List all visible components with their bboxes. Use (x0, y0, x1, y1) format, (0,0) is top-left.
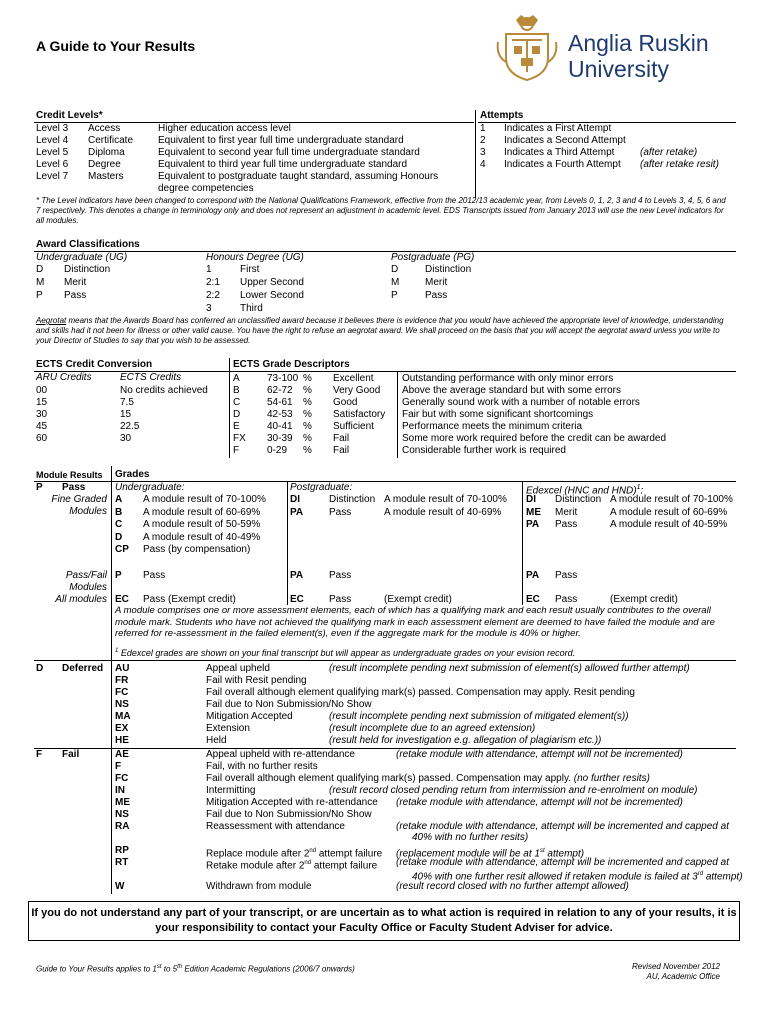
deferred-grade-note: (result held for investigation e.g. allegation of plagiarism etc.)) (329, 735, 602, 746)
ects-grade: FX (233, 433, 246, 444)
fail-grade-note-cont: 40% with no further resits) (412, 832, 529, 843)
fail-grade-note: (retake module with attendance, attempt will not be incremented) (396, 797, 683, 808)
grade-label: Pass (Exempt credit) (143, 594, 236, 605)
deferred-code: D (36, 663, 44, 674)
deferred-grade-code: EX (115, 723, 129, 734)
award-label: Upper Second (240, 277, 304, 288)
fail-grade-note: (replacement module will be at 1st attempt) (396, 848, 585, 860)
award-code: D (391, 264, 399, 275)
footer-revised: Revised November 2012 (631, 962, 720, 971)
fail-grade-code: IN (115, 785, 125, 796)
credit-level: Level 3 (36, 123, 69, 134)
grade-desc: A module result of 70-100% (610, 494, 733, 505)
ects-range: 73-100 (267, 373, 299, 384)
ects-pct: % (303, 433, 312, 444)
grade-label: Pass (555, 594, 578, 605)
ects-desc: Performance meets the minimum criteria (402, 421, 583, 432)
award-label: Distinction (425, 264, 472, 275)
award-code: 1 (206, 264, 212, 275)
award-label: Merit (425, 277, 448, 288)
grade-desc: A module result of 40-69% (384, 507, 502, 518)
deferred-grade-desc: Held (206, 735, 227, 746)
aru-credit: 00 (36, 385, 48, 396)
award-code: P (36, 290, 43, 301)
ects-label: Fail (333, 445, 350, 456)
grade-code: B (115, 507, 123, 518)
grade-code: PA (290, 507, 304, 518)
fail-grade-desc: Fail overall although element qualifying mark(s) passed. Compensation may apply. (no further resits) (206, 773, 650, 784)
fail-label: Fail (62, 749, 80, 760)
ects-grade-heading: ECTS Grade Descriptors (233, 359, 350, 370)
grade-code: PA (526, 519, 540, 530)
award-code: M (36, 277, 45, 288)
fail-grade-code: W (115, 881, 125, 892)
ects-grade: D (233, 409, 241, 420)
grade-code: ME (526, 507, 541, 518)
grade-label: Distinction (555, 494, 602, 505)
award-label: Lower Second (240, 290, 304, 301)
ects-label: Fail (333, 433, 350, 444)
logo-line2: University (568, 56, 669, 82)
fail-grade-code: FC (115, 773, 129, 784)
award-classifications-heading: Award Classifications (36, 239, 140, 250)
ects-label: Excellent (333, 373, 374, 384)
grade-note: (Exempt credit) (610, 594, 678, 605)
fail-grade-desc: Fail due to Non Submission/No Show (206, 809, 372, 820)
grade-desc: A module result of 60-69% (143, 507, 261, 518)
ects-desc: Above the average standard but with some errors (402, 385, 622, 396)
deferred-grade-desc: Extension (206, 723, 250, 734)
award-code: 2:1 (206, 277, 220, 288)
credit-levels-footnote: * The Level indicators have been changed to correspond with the National Qualifications Framework, effective from the 2012/13 academic year, from Levels 0, 1, 2, 3 and 4 to Levels 3, 4, 5, 6 and 7 respectively. This denotes a change in terminology only and does not represent an adjustment in academic level. EDS Transcripts issued from January 2013 will use the new Level indicators for all modules. (36, 196, 726, 225)
ects-desc: Fair but with some significant shortcomings (402, 409, 594, 420)
ects-pct: % (303, 409, 312, 420)
aru-credit: 45 (36, 421, 48, 432)
credit-level-name: Masters (88, 171, 124, 182)
ects-pct: % (303, 373, 312, 384)
deferred-grade-code: NS (115, 699, 129, 710)
grade-label: Pass (329, 570, 352, 581)
credit-level-desc: Higher education access level (158, 123, 291, 134)
grade-label: Pass (555, 570, 578, 581)
attempts-heading: Attempts (480, 110, 524, 121)
deferred-grade-code: FC (115, 687, 129, 698)
grade-note: (Exempt credit) (384, 594, 452, 605)
deferred-grade-desc: Fail overall although element qualifying mark(s) passed. Compensation may apply. Resit pending (206, 687, 635, 698)
fail-grade-note: (retake module with attendance, attempt will not be incremented) (396, 749, 683, 760)
award-label: Distinction (64, 264, 111, 275)
pg-grades-heading: Postgraduate: (290, 482, 353, 493)
fail-grade-code: RA (115, 821, 130, 832)
fail-grade-note: (result record closed with no further attempt allowed) (396, 881, 629, 892)
ects-grade: B (233, 385, 240, 396)
fail-grade-note-cont: 40% with one further resit allowed if retaken module is failed at 3rd attempt) (412, 871, 743, 883)
credit-levels-heading: Credit Levels* (36, 110, 103, 121)
award-code: M (391, 277, 400, 288)
ects-label: Sufficient (333, 421, 374, 432)
grade-label: Pass (329, 594, 352, 605)
honours-heading: Honours Degree (UG) (206, 252, 304, 263)
ects-desc: Outstanding performance with only minor errors (402, 373, 614, 384)
deferred-grade-desc: Mitigation Accepted (206, 711, 293, 722)
attempt-number: 4 (480, 159, 486, 170)
footer-office: AU, Academic Office (646, 972, 720, 981)
credit-level: Level 6 (36, 159, 69, 170)
ects-grade: C (233, 397, 241, 408)
deferred-grade-desc: Fail with Resit pending (206, 675, 307, 686)
credit-level: Level 7 (36, 171, 69, 182)
ects-grade: A (233, 373, 240, 384)
deferred-grade-note: (result incomplete pending next submission of mitigated element(s)) (329, 711, 629, 722)
grade-code: EC (526, 594, 540, 605)
fail-grade-note: (retake module with attendance, attempt will be incremented and capped at (396, 821, 729, 832)
grade-label: Pass (555, 519, 578, 530)
attempt-number: 1 (480, 123, 486, 134)
ects-label: Very Good (333, 385, 381, 396)
all-modules-label: All modules (55, 594, 107, 605)
credit-level-name: Degree (88, 159, 121, 170)
credit-level-desc: Equivalent to postgraduate taught standard, assuming Honours (158, 171, 439, 182)
ects-range: 30-39 (267, 433, 293, 444)
credit-level: Level 4 (36, 135, 69, 146)
grade-label: Pass (143, 570, 166, 581)
credit-level-name: Certificate (88, 135, 134, 146)
fail-grade-note: (retake module with attendance, attempt will be incremented and capped at (396, 857, 729, 868)
fail-grade-code: RT (115, 857, 129, 868)
grade-desc: A module result of 70-100% (143, 494, 266, 505)
grade-code: CP (115, 544, 129, 555)
grade-desc: A module result of 70-100% (384, 494, 507, 505)
grade-code: C (115, 519, 123, 530)
edexcel-note: $^1$ Edexcel grades are shown on your final transcript but will appear as undergraduate grades on your evision record. (115, 648, 576, 658)
grade-code: PA (526, 570, 540, 581)
grade-code: DI (526, 494, 536, 505)
ects-credit: 22.5 (120, 421, 140, 432)
attempt-desc: Indicates a First Attempt (504, 123, 612, 134)
award-label: Pass (425, 290, 448, 301)
grades-heading: Grades (115, 469, 150, 480)
deferred-grade-desc: Fail due to Non Submission/No Show (206, 699, 372, 710)
fail-grade-desc: Mitigation Accepted with re-attendance (206, 797, 378, 808)
grade-code: D (115, 532, 123, 543)
attempt-note: (after retake) (640, 147, 698, 158)
fine-graded-label: Fine Graded (51, 494, 107, 505)
deferred-grade-code: HE (115, 735, 129, 746)
aru-credit: 30 (36, 409, 48, 420)
award-code: 2:2 (206, 290, 220, 301)
fail-grade-desc: Intermitting (206, 785, 256, 796)
ects-grade: F (233, 445, 240, 456)
grade-code: EC (290, 594, 304, 605)
passfail-label: Pass/Fail (65, 570, 107, 581)
fail-grade-code: ME (115, 797, 130, 808)
grade-desc: A module result of 60-69% (610, 507, 728, 518)
deferred-label: Deferred (62, 663, 104, 674)
ects-credits-col: ECTS Credits (120, 372, 182, 383)
fail-grade-desc: Replace module after 2nd attempt failure (206, 848, 383, 860)
logo-line1: Anglia Ruskin (568, 30, 709, 56)
fail-grade-desc: Retake module after 2nd attempt failure (206, 860, 378, 872)
ects-range: 62-72 (267, 385, 293, 396)
ects-label: Good (333, 397, 358, 408)
award-label: Third (240, 303, 263, 314)
grade-code: A (115, 494, 123, 505)
module-explanation: A module comprises one or more assessment elements, each of which has a qualifying mark and each result usually contributes to the overall module mark. Students who have not achieved the qualifying mark in each assessment element are deemed to have failed the module and are referred for re-assessment in the failed element(s), even if the aggregate mark for the module is 40% or higher. (115, 605, 715, 639)
grade-desc: A module result of 40-59% (610, 519, 728, 530)
award-code: 3 (206, 303, 212, 314)
pass-code: P (36, 482, 43, 493)
fail-grade-code: F (115, 761, 122, 772)
credit-level-desc: Equivalent to second year full time undergraduate standard (158, 147, 420, 158)
aegrotat-note: Aegrotat means that the Awards Board has conferred an unclassified award because it believes there is evidence that you would have achieved the appropriate level of knowledge, understanding and skills had it not been for illness or other valid cause. You have the right to refuse an aegrotat award. We shall proceed on the basis that you will accept the aegrotat award unless you write to your Director of Studies to say that you wish to be assessed. (36, 316, 724, 345)
award-label: Merit (64, 277, 87, 288)
grade-desc: A module result of 40-49% (143, 532, 261, 543)
ects-pct: % (303, 397, 312, 408)
ects-range: 42-53 (267, 409, 293, 420)
attempt-desc: Indicates a Third Attempt (504, 147, 615, 158)
ects-pct: % (303, 445, 312, 456)
credit-level-name: Diploma (88, 147, 125, 158)
university-crest-icon (494, 12, 560, 84)
grade-code: EC (115, 594, 129, 605)
ects-credit-heading: ECTS Credit Conversion (36, 359, 153, 370)
ects-credit: 7.5 (120, 397, 134, 408)
fail-grade-code: RP (115, 845, 129, 856)
ects-credit: 15 (120, 409, 132, 420)
ects-credit: 30 (120, 433, 132, 444)
fail-grade-code: NS (115, 809, 129, 820)
footer-left: Guide to Your Results applies to 1st to 5th Edition Academic Regulations (2006/7 onwards) (36, 964, 355, 974)
fail-grade-desc: Fail, with no further resits (206, 761, 318, 772)
credit-level-desc-cont: degree competencies (158, 183, 254, 194)
ects-range: 54-61 (267, 397, 293, 408)
grade-code: PA (290, 570, 304, 581)
deferred-grade-code: FR (115, 675, 129, 686)
deferred-grade-note: (result incomplete due to an agreed extension) (329, 723, 536, 734)
passfail-label-2: Modules (69, 582, 107, 593)
ects-desc: Generally sound work with a number of notable errors (402, 397, 640, 408)
grade-label: Merit (555, 507, 578, 518)
credit-level: Level 5 (36, 147, 69, 158)
grade-code: P (115, 570, 122, 581)
credit-level-name: Access (88, 123, 121, 134)
deferred-grade-desc: Appeal upheld (206, 663, 270, 674)
deferred-grade-code: AU (115, 663, 130, 674)
ects-label: Satisfactory (333, 409, 386, 420)
module-results-heading: Module Results (36, 470, 103, 480)
ug-heading: Undergraduate (UG) (36, 252, 128, 263)
grade-label: Pass (329, 507, 352, 518)
credit-level-desc: Equivalent to third year full time undergraduate standard (158, 159, 408, 170)
ects-desc: Some more work required before the credit can be awarded (402, 433, 667, 444)
deferred-grade-note: (result incomplete pending next submission of element(s) allowed further attempt) (329, 663, 690, 674)
fail-grade-code: AE (115, 749, 129, 760)
fail-grade-desc: Reassessment with attendance (206, 821, 345, 832)
grade-code: DI (290, 494, 300, 505)
ects-range: 0-29 (267, 445, 288, 456)
aru-credit: 60 (36, 433, 48, 444)
fail-grade-note: (result record closed pending return from intermission and re-enrolment on module) (329, 785, 698, 796)
ects-pct: % (303, 421, 312, 432)
ects-desc: Considerable further work is required (402, 445, 566, 456)
aru-credits-col: ARU Credits (36, 372, 92, 383)
attempt-desc: Indicates a Fourth Attempt (504, 159, 621, 170)
page-title: A Guide to Your Results (36, 38, 196, 54)
award-code: D (36, 264, 44, 275)
ects-pct: % (303, 385, 312, 396)
deferred-grade-code: MA (115, 711, 131, 722)
ects-grade: E (233, 421, 240, 432)
edexcel-heading: Edexcel (HNC and HND)$^1$: (526, 484, 644, 497)
attempt-number: 3 (480, 147, 486, 158)
aru-credit: 15 (36, 397, 48, 408)
grade-desc: Pass (by compensation) (143, 544, 251, 555)
fail-grade-desc: Withdrawn from module (206, 881, 312, 892)
pass-label: Pass (62, 482, 86, 493)
ects-credit: No credits achieved (120, 385, 208, 396)
attempt-number: 2 (480, 135, 486, 146)
fine-graded-label-2: Modules (69, 506, 107, 517)
grade-label: Distinction (329, 494, 376, 505)
grade-desc: A module result of 50-59% (143, 519, 261, 530)
ects-range: 40-41 (267, 421, 293, 432)
attempt-note: (after retake resit) (640, 159, 719, 170)
attempt-desc: Indicates a Second Attempt (504, 135, 626, 146)
ug-grades-heading: Undergraduate: (115, 482, 185, 493)
advice-notice: If you do not understand any part of your transcript, or are uncertain as to what action is required in relation to any of your results, it is your responsibility to contact your Faculty Office or Faculty Student Adviser for advice. (28, 901, 740, 941)
award-label: First (240, 264, 260, 275)
award-code: P (391, 290, 398, 301)
award-label: Pass (64, 290, 87, 301)
fail-grade-desc: Appeal upheld with re-attendance (206, 749, 355, 760)
pg-heading: Postgraduate (PG) (391, 252, 475, 263)
fail-code: F (36, 749, 43, 760)
credit-level-desc: Equivalent to first year full time undergraduate standard (158, 135, 404, 146)
